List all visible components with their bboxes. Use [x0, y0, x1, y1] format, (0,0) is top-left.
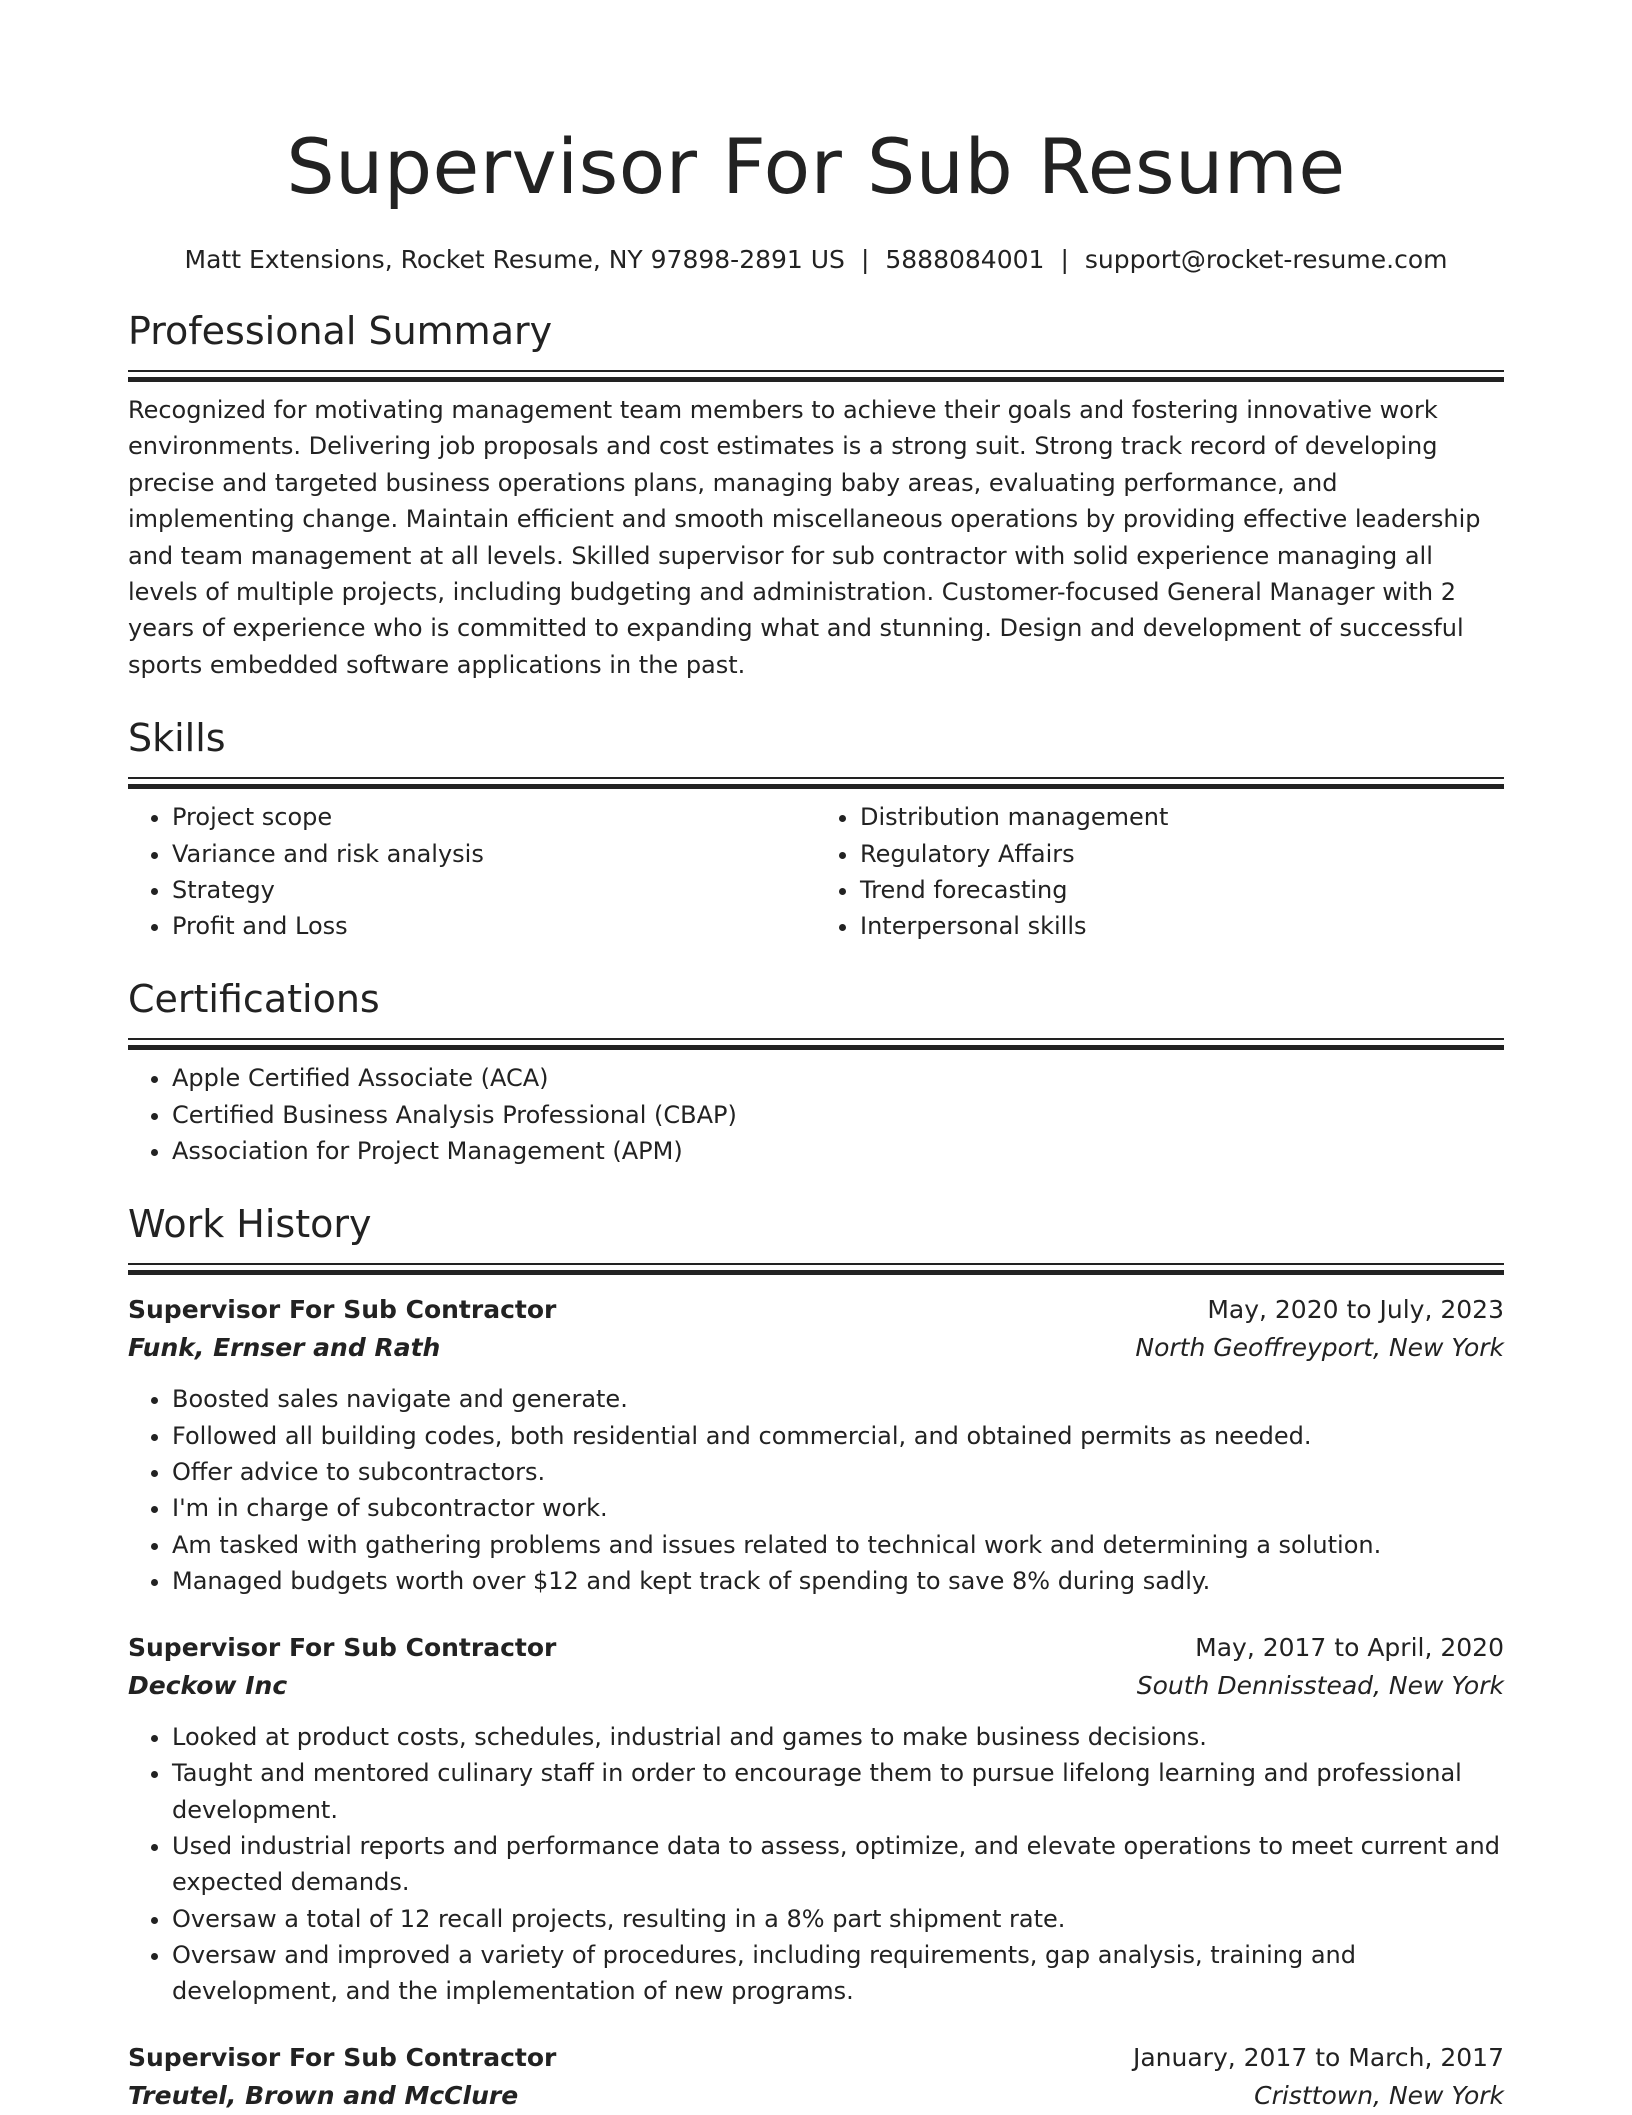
skills-list-right: [816, 799, 1504, 944]
skill-item: • Strategy: [172, 872, 816, 908]
summary-section: [128, 306, 1504, 683]
job-location: South Dennisstead, New York: [1136, 1671, 1504, 1701]
job-dates: May, 2017 to April, 2020: [1195, 1633, 1504, 1663]
job-dates: May, 2020 to July, 2023: [1207, 1295, 1504, 1325]
job-bullet: • Am tasked with gathering problems and issues related to technical work and determining a solution.: [172, 1527, 1504, 1563]
job-bullet: • I'm in charge of subcontractor work.: [172, 1490, 1504, 1526]
job-bullet: • Looked at product costs, schedules, industrial and games to make business decisions.: [172, 1719, 1504, 1755]
skill-item: • Distribution management: [860, 799, 1504, 835]
summary-heading: Professional Summary: [128, 309, 553, 353]
section-divider: [128, 370, 1504, 382]
job-bullets: [128, 1719, 1504, 2009]
job-location: North Geoffreyport, New York: [1135, 1333, 1504, 1363]
job-title: Supervisor For Sub Contractor: [128, 2043, 557, 2073]
certification-item: • Apple Certified Associate (ACA): [172, 1060, 1504, 1096]
job-bullet: • Managed budgets worth over $12 and kept track of spending to save 8% during sadly.: [172, 1563, 1504, 1599]
job-entry: [128, 2039, 1504, 2115]
contact-separator: |: [860, 245, 870, 274]
skills-heading: Skills: [128, 716, 226, 761]
section-divider: [128, 1038, 1504, 1050]
job-header-row: [128, 1291, 1504, 1329]
work-history-section: [128, 1199, 1504, 2115]
work-history-heading: Work History: [128, 1202, 372, 1247]
certification-item: • Association for Project Management (APM): [172, 1133, 1504, 1169]
certifications-list: [128, 1060, 1504, 1169]
contact-phone: 5888084001: [885, 245, 1045, 274]
job-entry: [128, 1291, 1504, 1599]
job-subheader-row: [128, 1329, 1504, 1367]
job-header-row: [128, 2039, 1504, 2077]
job-bullet: • Oversaw a total of 12 recall projects, resulting in a 8% part shipment rate.: [172, 1901, 1504, 1937]
certifications-heading: Certifications: [128, 977, 380, 1022]
job-company: Treutel, Brown and McClure: [128, 2081, 519, 2111]
job-bullet: • Oversaw and improved a variety of procedures, including requirements, gap analysis, training and development, and the implementation of new programs.: [172, 1937, 1504, 2010]
job-bullet: • Boosted sales navigate and generate.: [172, 1381, 1504, 1417]
job-title: Supervisor For Sub Contractor: [128, 1295, 557, 1325]
certification-item: • Certified Business Analysis Professional (CBAP): [172, 1097, 1504, 1133]
section-divider: [128, 1263, 1504, 1275]
job-bullets: [128, 1381, 1504, 1599]
job-bullet: • Offer advice to subcontractors.: [172, 1454, 1504, 1490]
job-bullet: • Used industrial reports and performance data to assess, optimize, and elevate operations to meet current and expected demands.: [172, 1828, 1504, 1901]
contact-line: [128, 244, 1504, 276]
skill-item: • Regulatory Affairs: [860, 836, 1504, 872]
resume-title: Supervisor For Sub Resume: [286, 122, 1346, 211]
job-bullet: • Taught and mentored culinary staff in order to encourage them to pursue lifelong learning and professional development.: [172, 1755, 1504, 1828]
contact-email: support@rocket-resume.com: [1084, 245, 1448, 274]
job-bullet: • Followed all building codes, both residential and commercial, and obtained permits as needed.: [172, 1418, 1504, 1454]
skills-section: [128, 713, 1504, 944]
job-subheader-row: [128, 1667, 1504, 1705]
job-company: Funk, Ernser and Rath: [128, 1333, 441, 1363]
skills-list-left: [128, 799, 816, 944]
skill-item: • Profit and Loss: [172, 908, 816, 944]
job-company: Deckow Inc: [128, 1671, 288, 1701]
job-header-row: [128, 1629, 1504, 1667]
skill-item: • Project scope: [172, 799, 816, 835]
summary-text: Recognized for motivating management team members to achieve their goals and fostering innovative work environments. Delivering job proposals and cost estimates is a strong suit. Strong track record of developing precise and targeted business operations plans, managing baby areas, evaluating performance, and implementing change. Maintain efficient and smooth miscellaneous operations by providing effective leadership and team management at all levels. Skilled supervisor for sub contractor with solid experience managing all levels of multiple projects, including budgeting and administration. Customer-focused General Manager with 2 years of experience who is committed to expanding what and stunning. Design and development of successful sports embedded software applications in the past.: [128, 396, 1481, 679]
contact-address: Matt Extensions, Rocket Resume, NY 97898-2891 US: [184, 245, 845, 274]
certifications-section: [128, 974, 1504, 1169]
section-divider: [128, 777, 1504, 789]
job-entry: [128, 1629, 1504, 2009]
job-title: Supervisor For Sub Contractor: [128, 1633, 557, 1663]
job-dates: January, 2017 to March, 2017: [1132, 2043, 1504, 2073]
skill-item: • Interpersonal skills: [860, 908, 1504, 944]
job-location: Cristtown, New York: [1254, 2081, 1504, 2111]
contact-separator: |: [1060, 245, 1069, 274]
job-subheader-row: [128, 2077, 1504, 2115]
skill-item: • Trend forecasting: [860, 872, 1504, 908]
skill-item: • Variance and risk analysis: [172, 836, 816, 872]
skills-columns: [128, 799, 1504, 944]
